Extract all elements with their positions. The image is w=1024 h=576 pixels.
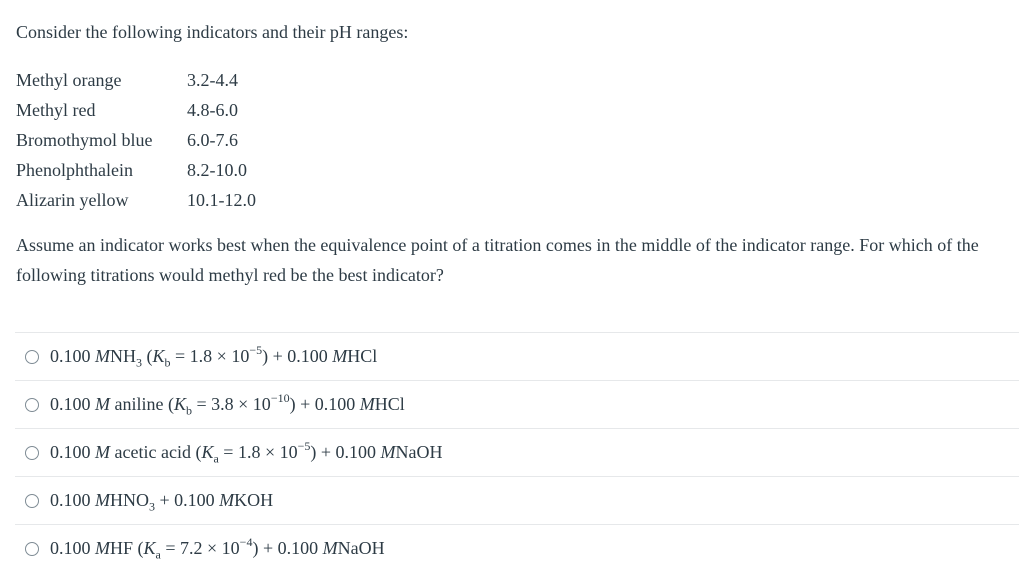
plus-concentration: ) + 0.100 [289, 394, 360, 414]
indicator-table [16, 65, 256, 215]
indicator-name: Methyl red [16, 99, 96, 120]
constant-value: = 3.8 × 10 [192, 394, 271, 414]
plus-concentration: ) + 0.100 [252, 538, 323, 558]
molarity-unit: M [95, 394, 110, 414]
molarity-unit: M [95, 442, 110, 462]
constant-symbol: K [152, 346, 165, 366]
indicator-name: Bromothymol blue [16, 129, 153, 150]
answer-label [50, 535, 385, 562]
answer-label [50, 343, 378, 370]
molarity-unit: M [359, 394, 375, 414]
indicator-range: 4.8-6.0 [187, 99, 238, 120]
indicator-range: 10.1-12.0 [187, 189, 256, 210]
open-paren: ( [190, 442, 202, 462]
concentration: 0.100 [50, 394, 91, 414]
indicator-name: Methyl orange [16, 69, 122, 90]
constant-symbol: K [173, 394, 186, 414]
answer-option-3[interactable] [15, 428, 1019, 476]
constant-value: = 1.8 × 10 [218, 442, 298, 462]
answer-label [50, 439, 443, 466]
species-2: HCl [374, 394, 405, 414]
answer-option-4[interactable] [15, 476, 1019, 524]
species-2: HCl [347, 346, 378, 366]
indicator-name: Alizarin yellow [16, 189, 129, 210]
radio-button[interactable] [25, 350, 39, 364]
plus-concentration: + 0.100 [155, 490, 220, 510]
open-paren: ( [142, 346, 153, 366]
answer-option-5[interactable] [15, 524, 1019, 572]
indicator-row [16, 125, 256, 155]
indicator-row [16, 95, 256, 125]
answer-list [15, 332, 1019, 572]
question-text: Assume an indicator works best when the equivalence point of a titration comes in the middle of the indicator range. For which of the following titrations would methyl red be the best indicator? [16, 235, 979, 285]
constant-subscript: b [186, 403, 192, 418]
indicator-range: 6.0-7.6 [187, 129, 238, 150]
concentration: 0.100 [50, 442, 91, 462]
constant-symbol: K [201, 442, 214, 462]
question-intro: Consider the following indicators and their pH ranges: [16, 22, 409, 42]
exponent: −4 [239, 535, 253, 549]
exponent: −10 [270, 391, 290, 405]
answer-option-1[interactable] [15, 332, 1019, 380]
concentration: 0.100 [50, 538, 91, 558]
indicator-name: Phenolphthalein [16, 159, 133, 180]
indicator-row [16, 65, 256, 95]
exponent: −5 [297, 439, 311, 453]
species-1: HF [110, 538, 134, 558]
radio-button[interactable] [25, 494, 39, 508]
species-1: aniline [114, 394, 164, 414]
open-paren: ( [133, 538, 144, 558]
indicator-range: 3.2-4.4 [187, 69, 238, 90]
constant-value: = 1.8 × 10 [170, 346, 250, 366]
molarity-unit: M [95, 490, 110, 510]
constant-subscript: a [213, 451, 219, 466]
molarity-unit: M [95, 346, 110, 366]
subscript: 3 [136, 355, 142, 370]
species-1: acetic acid [114, 442, 191, 462]
species-2: NaOH [337, 538, 385, 558]
indicator-row [16, 185, 256, 215]
open-paren: ( [163, 394, 174, 414]
radio-button[interactable] [25, 398, 39, 412]
concentration: 0.100 [50, 346, 91, 366]
exponent: −5 [249, 343, 263, 357]
constant-symbol: K [143, 538, 156, 558]
molarity-unit: M [380, 442, 396, 462]
molarity-unit: M [332, 346, 348, 366]
plus-concentration: ) + 0.100 [310, 442, 381, 462]
species-2: KOH [234, 490, 274, 510]
molarity-unit: M [219, 490, 235, 510]
answer-label [50, 391, 405, 418]
answer-label [50, 490, 274, 514]
concentration: 0.100 [50, 490, 91, 510]
subscript: 3 [149, 499, 155, 514]
plus-concentration: ) + 0.100 [262, 346, 333, 366]
species-1: HNO [110, 490, 149, 510]
molarity-unit: M [322, 538, 338, 558]
indicator-range: 8.2-10.0 [187, 159, 247, 180]
constant-subscript: b [164, 355, 171, 370]
radio-button[interactable] [25, 542, 39, 556]
species-1: NH [110, 346, 136, 366]
molarity-unit: M [95, 538, 110, 558]
indicator-row [16, 155, 256, 185]
species-2: NaOH [395, 442, 443, 462]
radio-button[interactable] [25, 446, 39, 460]
answer-option-2[interactable] [15, 380, 1019, 428]
constant-value: = 7.2 × 10 [160, 538, 240, 558]
constant-subscript: a [155, 547, 161, 562]
